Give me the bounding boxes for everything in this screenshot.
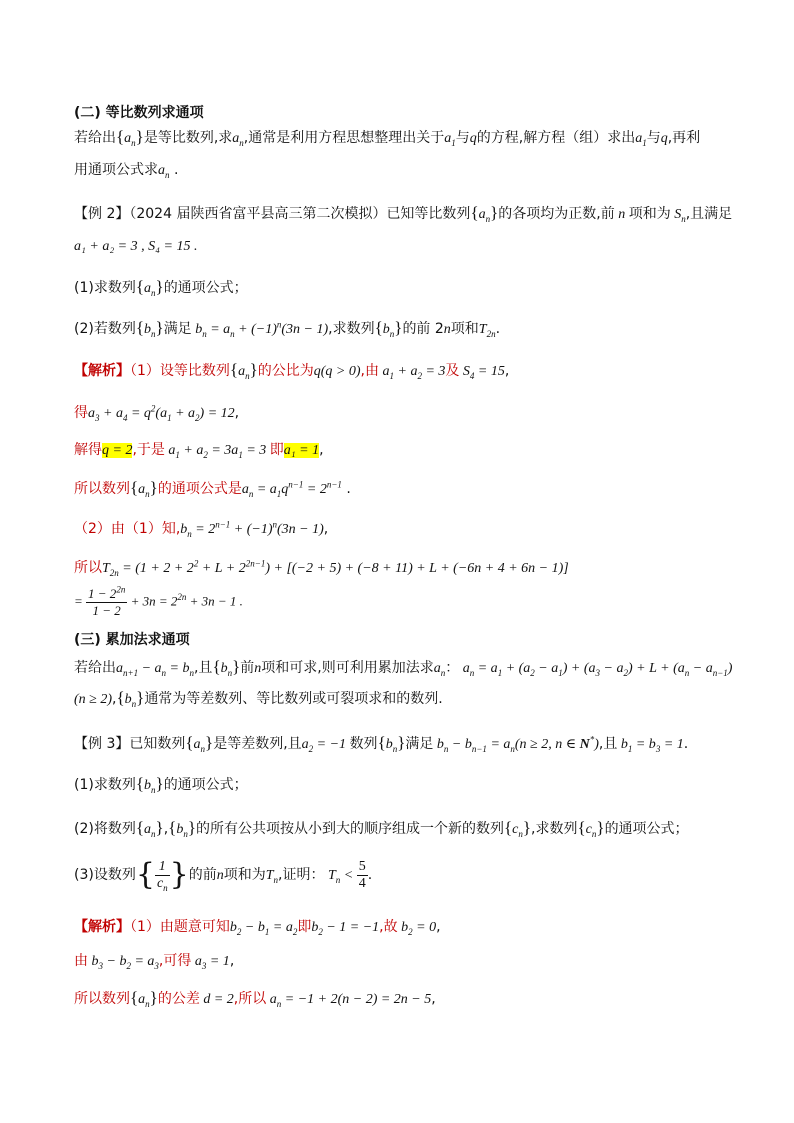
example2-question1: (1)求数列$\{a_n\}$的通项公式； (74, 277, 248, 298)
solution2-line2: 得$a_3 + a_4 = q^2(a_1 + a_2) = 12$, (74, 403, 240, 423)
example3-line1: 【例 3】已知数列$\{a_n\}$是等差数列,且$a_2 = -1$ 数列$\{b_n\}$满足 $b_n - b_{n-1} = a_n(n \ge 2$, n ∈ N*),且 $b_1 = b_3 = 1$. (74, 733, 689, 754)
section3-paragraph-line1: 若给出$a_{n+1} - a_n = b_n$,且$\{b_n\}$前n项和可求,则可利用累加法求$a_n$： $a_n = a_1 + (a_2 - a_1) + (a_3 - a_2) + L + (a_n - a_{n-1})$ (74, 657, 733, 678)
solution2-line6: 所以$T_{2n} = (1 + 2 + 2^2 + L + 2^{2n-1}) + [(-2 + 5) + (-8 + 11) + L + (-6n + 4 + 6n - 1)]$ (74, 558, 569, 578)
example3-question1: (1)求数列$\{b_n\}$的通项公式； (74, 774, 248, 795)
solution2-line7: = $\frac{1 - 2^{2n}}{1 - 2}$ + $3n = 2^{2n} + 3n - 1$ . (74, 584, 243, 618)
solution2-line1: 【解析】（1）设等比数列$\{a_n\}$的公比为q(q > 0),由 $a_1 + a_2 = 3$及 $S_4 = 15$, (74, 360, 510, 381)
section2-paragraph-line1: 若给出$\{a_n\}$是等比数列,求$a_n$,通常是利用方程思想整理出关于$a_1$与q的方程,解方程（组）求出$a_1$与q,再利 (74, 127, 701, 148)
section-title-geometric: (二) 等比数列求通项 (74, 105, 204, 121)
section-title-accumulation: (三) 累加法求通项 (74, 632, 190, 648)
example3-question2: (2)将数列$\{a_n\},\{b_n\}$的所有公共项按从小到大的顺序组成一个新的数列$\{c_n\}$,求数列$\{c_n\}$的通项公式； (74, 818, 689, 839)
example3-question3: (3)设数列{ $\frac{1}{c_n}$ }的前n项和为$T_n$,证明： $T_n$ < $\frac{5}{4}$ . (74, 857, 373, 893)
solution3-line3: 所以数列$\{a_n\}$的公差 d = 2,所以 $a_n = -1 + 2(n - 2) = 2n - 5$, (74, 988, 436, 1009)
solution2-line5: （2）由（1）知$,b_n = 2^{n-1} + (-1)^n(3n - 1)$, (74, 519, 329, 539)
example2-line1: 【例 2】（2024 届陕西省富平县高三第二次模拟）已知等比数列$\{a_n\}$的各项均为正数,前 n 项和为 $S_n$,且满足 (74, 203, 733, 224)
example2-question2: (2)若数列$\{b_n\}$满足 $b_n = a_n + (-1)^n(3n - 1)$,求数列$\{b_n\}$的前 2n项和$T_{2n}$. (74, 318, 501, 339)
section2-paragraph-line2: 用通项公式求$a_n$ . (74, 162, 179, 180)
solution2-line3: 解得q = 2,于是 $a_1 + a_2 = 3a_1 = 3$ 即a₁ = 1, (74, 442, 324, 460)
example2-condition: a₁ + a₂ = 3 , S₄ = 15 . (74, 239, 198, 254)
solution3-line2: 由 $b_3 - b_2 = a_3$,可得 $a_3 = 1$, (74, 953, 235, 971)
solution3-line1: 【解析】（1）由题意可知$b_2 - b_1 = a_2$即$b_2 - 1 = -1$,故 $b_2 = 0$, (74, 919, 441, 937)
section3-paragraph-line2: $(n \ge 2),\{b_n\}$通常为等差数列、等比数列或可裂项求和的数列. (74, 688, 443, 709)
solution2-line4: 所以数列$\{a_n\}$的通项公式是$a_n = a_1q^{n-1} = 2^{n-1}$ . (74, 478, 351, 499)
